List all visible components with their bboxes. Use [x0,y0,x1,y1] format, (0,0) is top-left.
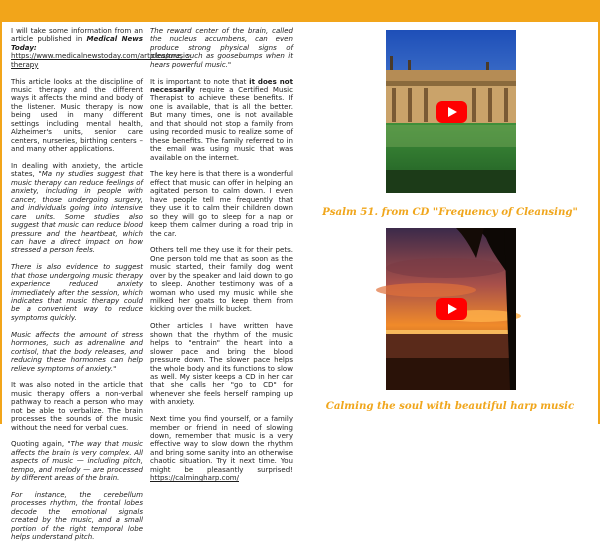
note-text: require a Certified Music Therapist to achieve these benefits. If one is available, that is all the better. But many times, one is not available and that should not stop a family from using recorded music to realize some of these benefits. The family referred to in the email was using music that was available on the internet. [150,85,293,162]
play-button[interactable] [436,298,467,320]
anxiety-lead: In dealing with anxiety, the article states, " [11,160,143,179]
calmingharp-link[interactable]: https://calmingharp.com/ [150,473,239,483]
video-thumbnail-harp[interactable] [386,228,516,390]
intro-source: Medical News Today: [11,34,143,52]
brain-quote: The way that music affects the brain is very complex. All aspects of music — including pitch, tempo, and melody — are processed by different areas of the brain. [11,439,143,483]
anxiety-paragraph [11,162,143,255]
anxiety-quote: Ma ny studies suggest that music therapy can reduce feelings of anxiety, including in people with cancer, those undergoing surgery, and individuals going into intensive care units. Some studies also suggest that music can reduce blood pressure and the heartbeat, which can have a direct impact on how stressed a person feels. [11,169,144,255]
paragraph: The key here is that there is a wonderful effect that music can offer in helping an agitated person to calm down. I even have people tell me frequently that they use it to calm their children down so they will go to sleep for a nap or keep them calmer during a road trip in the car. [150,169,293,238]
note-text: It is important to note that [150,76,250,86]
quote-paragraph: There is also evidence to suggest that those undergoing music therapy experience reduced anxiety immediately after the session, which indicates that music therapy could be a convenient way to reduce symptoms quickly. [11,262,143,322]
intro-paragraph [11,26,192,69]
note-paragraph [150,78,293,163]
left-accent-border [0,22,2,424]
quote-paragraph: The reward center of the brain, called the nucleus accumbens, can even produce strong physical signs of pleasure, such as goosebumps when it hears powerful music." [150,26,293,69]
paragraph: This article looks at the discipline of music therapy and the different ways it affects the mind and body of the listener. Music therapy is now being used in many different settings including mental health, Alzheimer's units, senior care centers, nurseries, birthing centers – and many other applications. [11,76,143,154]
brain-lead: Quoting again, " [11,439,71,449]
video-caption-psalm: Psalm 51. from CD "Frequency of Cleansing" [322,206,578,218]
top-accent-bar [0,0,600,22]
paragraph: Others tell me they use it for their pets. One person told me that as soon as the music started, their family dog went over by the speaker and laid down to go to sleep. Another testimony was of a woman who used my music while she milked her goats to keep them from kicking over the milk bucket. [150,245,293,314]
intro-text: I will take some information from an article published in [11,26,143,44]
paragraph: It was also noted in the article that music therapy offers a non-verbal pathway to reach a person who may not be able to verbalize. The brain processes the sounds of the music without the need for verbal cues. [11,380,143,432]
brain-paragraph [11,440,143,482]
quote-paragraph: For instance, the cerebellum processes rhythm, the frontal lobes decode the emotional signals created by the music, and a small portion of the right temporal lobe helps understand pitch. [11,489,143,542]
article-link[interactable]: https://www.medicalnewstoday.com/articles/music-therapy [11,51,192,69]
article-column-left [11,26,192,550]
video-caption-harp: Calming the soul with beautiful harp music [325,400,575,412]
closing-paragraph [150,415,293,483]
video-thumbnail-psalm[interactable] [386,30,516,193]
quote-paragraph: Music affects the amount of stress hormones, such as adrenaline and cortisol, that the body releases, and reducing these hormones can help relieve symptoms of anxiety." [11,329,143,373]
closing-text: Next time you find yourself, or a family member or friend in need of slowing down, remember that music is a very effective way to slow down the rhythm and bring some sanity into an otherwise chaotic situation. Try it next time. You might be pleasantly surprised! [150,414,293,474]
paragraph: Other articles I have written have shown that the rhythm of the music helps to "entrain" the heart into a slower pace and bring the blood pressure down. The slower pace helps the whole body and its functions to slow as well. My sister keeps a CD in her car that she calls her "go to CD" for whenever she feels herself ramping up with anxiety. [150,321,293,407]
play-button[interactable] [436,101,467,123]
article-column-middle [150,27,293,491]
note-emphasis: it does not necessarily [150,76,293,95]
